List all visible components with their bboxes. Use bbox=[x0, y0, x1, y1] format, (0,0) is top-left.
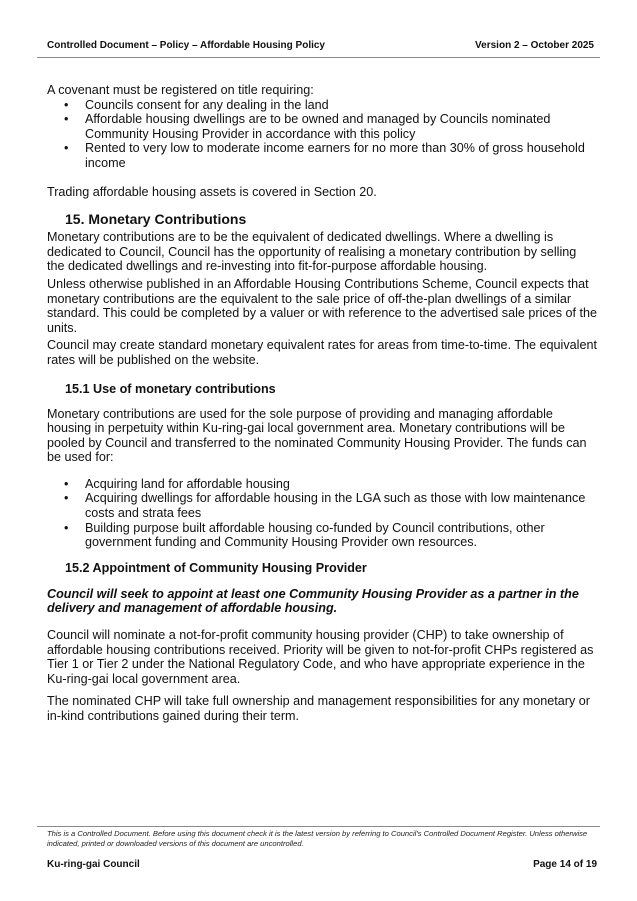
footer-divider bbox=[37, 826, 600, 827]
section-15-paragraph: Unless otherwise published in an Affordable Housing Contributions Scheme, Council expects that monetary contributions are the equivalent to the sale price of off-the-plan dwellings of a similar standard. This could be completed by a valuer or with reference to the advertised sale prices of the units. bbox=[47, 276, 597, 335]
footer-notice: This is a Controlled Document. Before using this document check it is the latest version by referring to Council's Controlled Document Register. Unless otherwise indicated, printed or downloaded versions of this document are uncontrolled. bbox=[47, 829, 588, 848]
header-divider bbox=[37, 57, 600, 58]
document-body bbox=[47, 83, 597, 724]
uses-list bbox=[47, 477, 597, 550]
covenant-intro: A covenant must be registered on title requiring: bbox=[47, 83, 314, 97]
section-15-1-paragraph: Monetary contributions are used for the sole purpose of providing and managing affordable housing in perpetuity within Ku-ring-gai local government area. Monetary contributions will be pooled by Council and transferred to the nominated Community Housing Provider. The funds can be used for: bbox=[47, 406, 587, 465]
section-15-2-paragraph: Council will nominate a not-for-profit community housing provider (CHP) to take ownership of affordable housing contributions received. Priority will be given to not-for-profit CHPs registered as Tier 1 or Tier 2 under the National Regulatory Code, and who have appropriate experience in the Ku-ring-gai local government area. bbox=[47, 628, 594, 686]
header-title: Controlled Document – Policy – Affordable Housing Policy bbox=[47, 40, 325, 51]
trading-note: Trading affordable housing assets is covered in Section 20. bbox=[47, 184, 377, 199]
section-15-2-emphasis: Council will seek to appoint at least one Community Housing Provider as a partner in the delivery and management of affordable housing. bbox=[47, 586, 579, 616]
list-item: • Rented to very low to moderate income earners for no more than 30% of gross household income bbox=[47, 141, 597, 170]
footer-organisation: Ku-ring-gai Council bbox=[47, 859, 140, 870]
list-item: • Acquiring dwellings for affordable housing in the LGA such as those with low maintenance costs and strata fees bbox=[47, 491, 597, 520]
covenant-list bbox=[47, 98, 597, 171]
section-15-paragraph: Monetary contributions are to be the equivalent of dedicated dwellings. Where a dwelling is dedicated to Council, Council has the opportunity of realising a monetary contribution by selling the dedicated dwellings and re-investing into fit-for-purpose affordable housing. bbox=[47, 230, 577, 274]
section-15-paragraph: Council may create standard monetary equivalent rates for areas from time-to-time. The equivalent rates will be published on the website. bbox=[47, 338, 597, 367]
page-number: Page 14 of 19 bbox=[533, 859, 597, 870]
section-15-1-heading: 15.1 Use of monetary contributions bbox=[65, 381, 276, 396]
list-item: • Affordable housing dwellings are to be owned and managed by Councils nominated Community Housing Provider in accordance with this policy bbox=[47, 112, 597, 141]
list-item: • Building purpose built affordable housing co-funded by Council contributions, other government funding and Community Housing Provider own resources. bbox=[47, 521, 597, 550]
section-15-2-heading: 15.2 Appointment of Community Housing Provider bbox=[65, 560, 367, 575]
section-15-2-paragraph: The nominated CHP will take full ownership and management responsibilities for any monetary or in-kind contributions gained during their term. bbox=[47, 694, 590, 723]
section-15-heading: 15. Monetary Contributions bbox=[65, 211, 247, 228]
list-item: • Councils consent for any dealing in the land bbox=[47, 98, 597, 113]
header-version: Version 2 – October 2025 bbox=[475, 40, 594, 51]
footer-row bbox=[47, 859, 597, 871]
footer bbox=[47, 829, 597, 871]
list-item: • Acquiring land for affordable housing bbox=[47, 477, 597, 492]
